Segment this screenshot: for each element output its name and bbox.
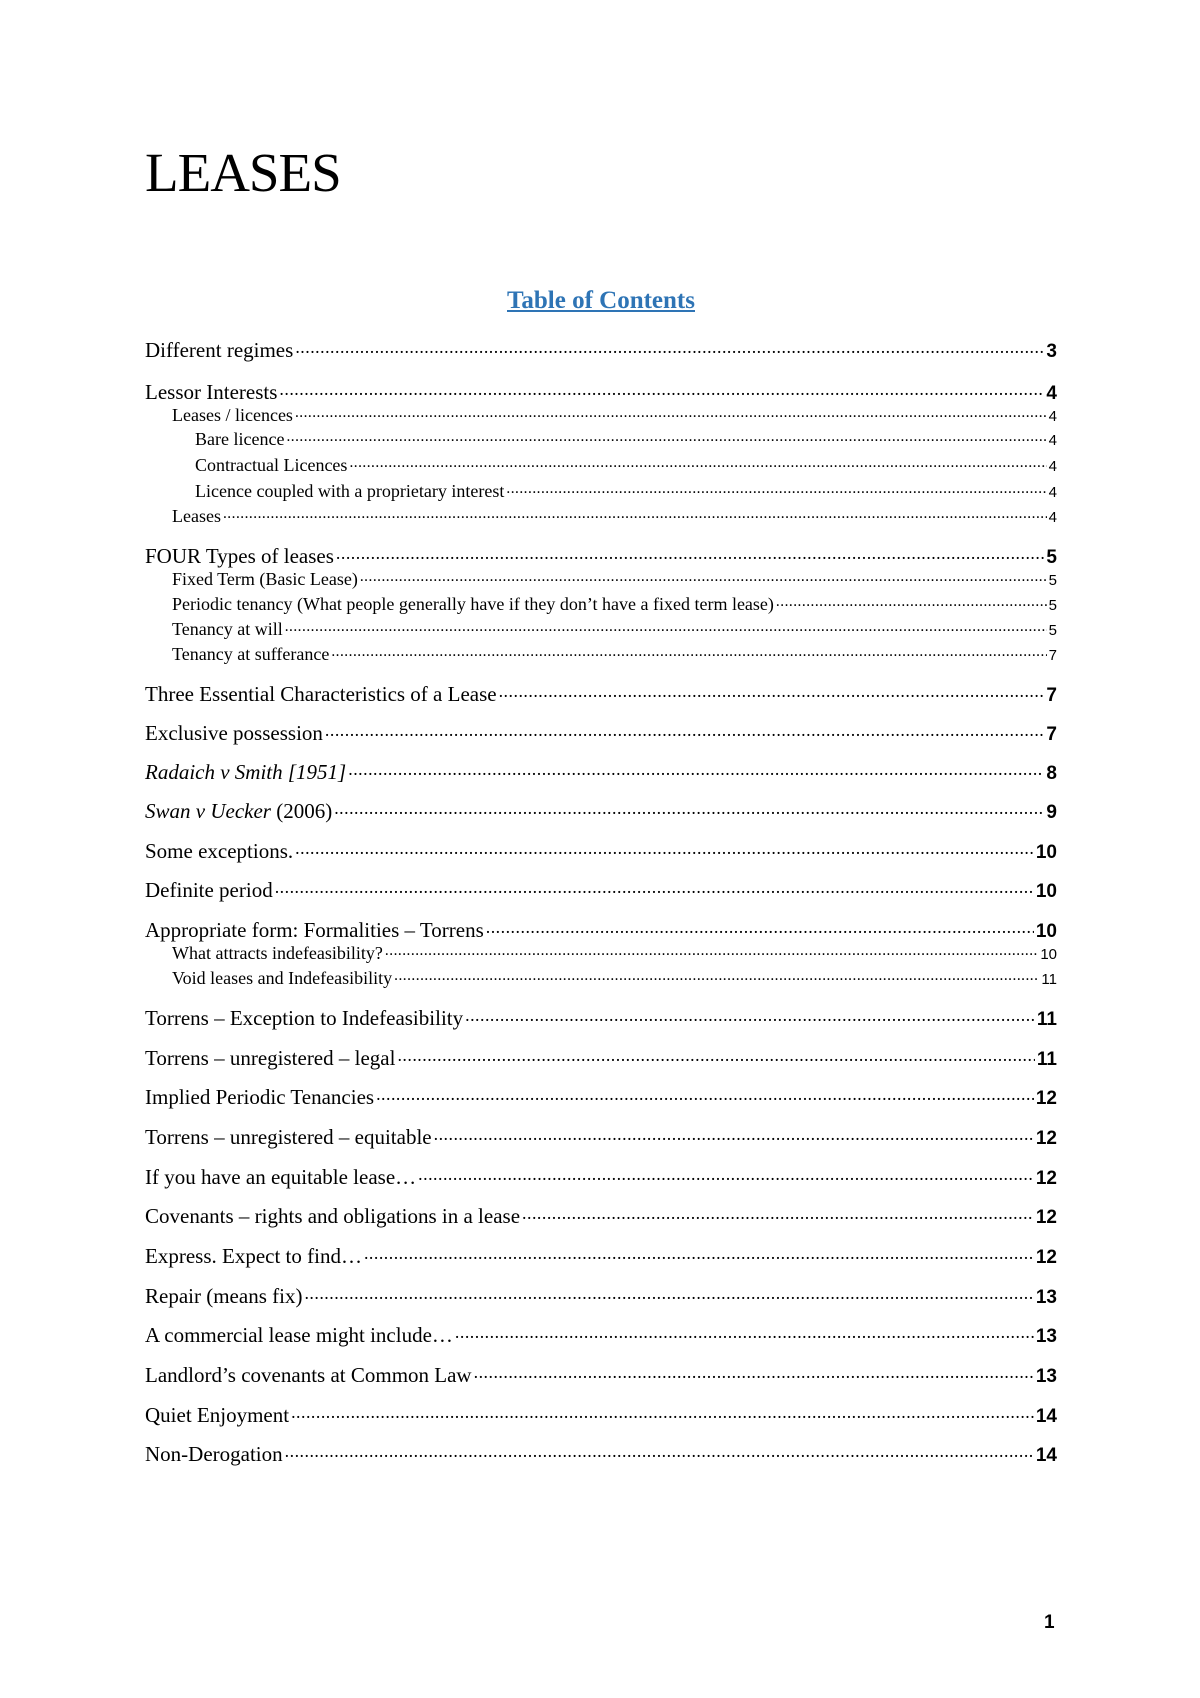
toc-dot-leader bbox=[295, 403, 1047, 421]
toc-entry[interactable] bbox=[145, 1282, 1057, 1309]
toc-entry-page: 4 bbox=[1048, 408, 1057, 425]
toc-entry-label: Repair (means fix) bbox=[145, 1284, 303, 1308]
document-title: LEASES bbox=[145, 142, 341, 203]
toc-entry[interactable] bbox=[145, 758, 1057, 785]
toc-dot-leader bbox=[385, 941, 1038, 959]
toc-entry-page: 4 bbox=[1048, 509, 1057, 526]
toc-dot-leader bbox=[349, 453, 1046, 471]
toc-entry-label: FOUR Types of leases bbox=[145, 544, 334, 568]
toc-entry-page: 11 bbox=[1041, 971, 1057, 988]
toc-entry-page: 5 bbox=[1048, 622, 1057, 639]
toc-entry[interactable] bbox=[145, 378, 1057, 405]
toc-entry[interactable] bbox=[145, 1401, 1057, 1428]
toc-dot-leader bbox=[291, 1401, 1034, 1422]
toc-dot-leader bbox=[418, 1163, 1034, 1184]
toc-entry[interactable] bbox=[145, 504, 1057, 527]
toc-entry-label: What attracts indefeasibility? bbox=[172, 943, 383, 963]
toc-dot-leader bbox=[474, 1361, 1034, 1382]
toc-entry[interactable] bbox=[145, 1083, 1057, 1110]
toc-dot-leader bbox=[465, 1004, 1035, 1025]
toc-entry-label: Express. Expect to find… bbox=[145, 1244, 362, 1268]
toc-dot-leader bbox=[285, 617, 1047, 635]
toc-dot-leader bbox=[360, 567, 1047, 585]
toc-entry[interactable] bbox=[145, 427, 1057, 450]
toc-entry-page: 7 bbox=[1046, 685, 1057, 706]
toc-entry-label: Landlord’s covenants at Common Law bbox=[145, 1363, 472, 1387]
toc-dot-leader bbox=[331, 642, 1046, 660]
toc-entry-label: Torrens – Exception to Indefeasibility bbox=[145, 1006, 464, 1030]
toc-dot-leader bbox=[499, 680, 1045, 701]
toc-entry-page: 4 bbox=[1048, 458, 1057, 475]
toc-entry-page: 7 bbox=[1048, 647, 1057, 664]
toc-entry-label: Three Essential Characteristics of a Lease bbox=[145, 682, 497, 706]
table-of-contents bbox=[145, 0, 1057, 1698]
toc-entry[interactable] bbox=[145, 876, 1057, 903]
toc-entry[interactable] bbox=[145, 797, 1057, 824]
toc-dot-leader bbox=[522, 1202, 1034, 1223]
toc-entry-page: 5 bbox=[1048, 572, 1057, 589]
toc-entry[interactable] bbox=[145, 966, 1057, 989]
toc-entry-page: 10 bbox=[1035, 842, 1057, 863]
toc-entry[interactable] bbox=[145, 1163, 1057, 1190]
toc-entry-label: A commercial lease might include… bbox=[145, 1323, 453, 1347]
toc-entry-label: Void leases and Indefeasibility bbox=[172, 968, 393, 988]
toc-dot-leader bbox=[336, 542, 1045, 563]
toc-entry-label bbox=[145, 799, 332, 824]
toc-entry-page: 13 bbox=[1035, 1287, 1057, 1308]
toc-entry-page: 12 bbox=[1035, 1247, 1057, 1268]
toc-dot-leader bbox=[434, 1123, 1034, 1144]
toc-entry-page: 13 bbox=[1035, 1326, 1057, 1347]
toc-entry-page: 11 bbox=[1036, 1009, 1057, 1030]
toc-entry-page: 5 bbox=[1046, 547, 1057, 568]
toc-entry-label: Tenancy at will bbox=[172, 619, 283, 639]
toc-entry-case-name: Radaich v Smith [1951] bbox=[145, 760, 347, 784]
toc-heading[interactable]: Table of Contents bbox=[507, 287, 695, 314]
toc-entry-page: 10 bbox=[1035, 881, 1057, 902]
toc-dot-leader bbox=[279, 378, 1044, 399]
toc-entry-label: Different regimes bbox=[145, 338, 294, 362]
toc-dot-leader bbox=[348, 758, 1044, 779]
toc-dot-leader bbox=[376, 1083, 1034, 1104]
toc-dot-leader bbox=[295, 837, 1034, 858]
toc-entry-label: Fixed Term (Basic Lease) bbox=[172, 569, 358, 589]
toc-entry[interactable] bbox=[145, 1044, 1057, 1071]
toc-entry-page: 10 bbox=[1035, 921, 1057, 942]
toc-entry-label: Periodic tenancy (What people generally have if they don’t have a fixed term lease) bbox=[172, 594, 774, 614]
page-number: 1 bbox=[1044, 1612, 1055, 1633]
toc-entry-page: 4 bbox=[1048, 432, 1057, 449]
toc-entry-label: Leases / licences bbox=[172, 405, 293, 425]
toc-entry-page: 3 bbox=[1046, 341, 1057, 362]
toc-entry-label: Some exceptions. bbox=[145, 839, 294, 863]
toc-entry-label bbox=[145, 760, 346, 785]
toc-entry[interactable] bbox=[145, 719, 1057, 746]
toc-entry[interactable] bbox=[145, 680, 1057, 707]
toc-entry-label: Lessor Interests bbox=[145, 380, 278, 404]
toc-entry-case-name: Swan v Uecker bbox=[145, 799, 271, 823]
toc-entry[interactable] bbox=[145, 837, 1057, 864]
toc-entry-page: 11 bbox=[1036, 1049, 1057, 1070]
toc-entry-page: 12 bbox=[1035, 1088, 1057, 1109]
toc-entry[interactable] bbox=[145, 617, 1057, 640]
toc-entry[interactable] bbox=[145, 642, 1057, 665]
toc-entry[interactable] bbox=[145, 1004, 1057, 1031]
toc-dot-leader bbox=[325, 719, 1045, 740]
toc-dot-leader bbox=[506, 479, 1046, 497]
toc-entry-label: Contractual Licences bbox=[195, 455, 348, 475]
toc-entry-page: 12 bbox=[1035, 1168, 1057, 1189]
toc-dot-leader bbox=[394, 966, 1039, 984]
toc-dot-leader bbox=[364, 1242, 1034, 1263]
toc-dot-leader bbox=[275, 876, 1034, 897]
toc-entry[interactable] bbox=[145, 1361, 1057, 1388]
toc-entry[interactable] bbox=[145, 1440, 1057, 1467]
toc-entry[interactable] bbox=[145, 1123, 1057, 1150]
toc-entry-label: Torrens – unregistered – legal bbox=[145, 1046, 396, 1070]
toc-dot-leader bbox=[223, 504, 1047, 522]
toc-entry[interactable] bbox=[145, 542, 1057, 569]
toc-entry[interactable] bbox=[145, 1202, 1057, 1229]
toc-entry[interactable] bbox=[145, 567, 1057, 590]
toc-entry[interactable] bbox=[145, 453, 1057, 476]
toc-entry-label: Quiet Enjoyment bbox=[145, 1403, 290, 1427]
toc-entry-page: 7 bbox=[1046, 724, 1057, 745]
toc-entry-label: Implied Periodic Tenancies bbox=[145, 1085, 375, 1109]
toc-dot-leader bbox=[486, 916, 1034, 937]
toc-entry[interactable] bbox=[145, 1242, 1057, 1269]
toc-entry-page: 4 bbox=[1048, 484, 1057, 501]
toc-entry-page: 14 bbox=[1035, 1406, 1057, 1427]
toc-entry[interactable] bbox=[145, 592, 1057, 615]
toc-entry[interactable] bbox=[145, 479, 1057, 502]
toc-entry-page: 12 bbox=[1035, 1128, 1057, 1149]
toc-entry[interactable] bbox=[145, 941, 1057, 964]
toc-dot-leader bbox=[334, 797, 1044, 818]
toc-dot-leader bbox=[285, 1440, 1034, 1461]
toc-dot-leader bbox=[295, 336, 1044, 357]
toc-entry-page: 5 bbox=[1048, 597, 1057, 614]
toc-entry-label: Covenants – rights and obligations in a lease bbox=[145, 1204, 521, 1228]
toc-entry-label: Bare licence bbox=[195, 429, 285, 449]
toc-entry[interactable] bbox=[145, 403, 1057, 426]
toc-dot-leader bbox=[455, 1321, 1034, 1342]
toc-entry[interactable] bbox=[145, 1321, 1057, 1348]
toc-entry-page: 4 bbox=[1046, 383, 1057, 404]
toc-entry-page: 14 bbox=[1035, 1445, 1057, 1466]
toc-dot-leader bbox=[776, 592, 1047, 610]
toc-entry-page: 8 bbox=[1046, 763, 1057, 784]
toc-entry-label: Exclusive possession bbox=[145, 721, 323, 745]
toc-dot-leader bbox=[304, 1282, 1033, 1303]
toc-entry-label: Appropriate form: Formalities – Torrens bbox=[145, 918, 484, 942]
toc-entry-label: Non-Derogation bbox=[145, 1442, 283, 1466]
toc-entry-page: 13 bbox=[1035, 1366, 1057, 1387]
toc-entry-label: Leases bbox=[172, 506, 221, 526]
toc-dot-leader bbox=[397, 1044, 1034, 1065]
toc-entry-label: Tenancy at sufferance bbox=[172, 644, 330, 664]
toc-entry-page: 12 bbox=[1035, 1207, 1057, 1228]
toc-entry-label: Definite period bbox=[145, 878, 273, 902]
toc-entry-label: Licence coupled with a proprietary interest bbox=[195, 481, 505, 501]
toc-entry-page: 9 bbox=[1046, 802, 1057, 823]
toc-entry[interactable] bbox=[145, 916, 1057, 943]
toc-dot-leader bbox=[286, 427, 1046, 445]
toc-entry-label-rest: (2006) bbox=[270, 799, 333, 823]
toc-entry-label: Torrens – unregistered – equitable bbox=[145, 1125, 432, 1149]
toc-entry-label: If you have an equitable lease… bbox=[145, 1165, 417, 1189]
toc-entry-page: 10 bbox=[1040, 946, 1057, 963]
toc-entry[interactable] bbox=[145, 336, 1057, 363]
